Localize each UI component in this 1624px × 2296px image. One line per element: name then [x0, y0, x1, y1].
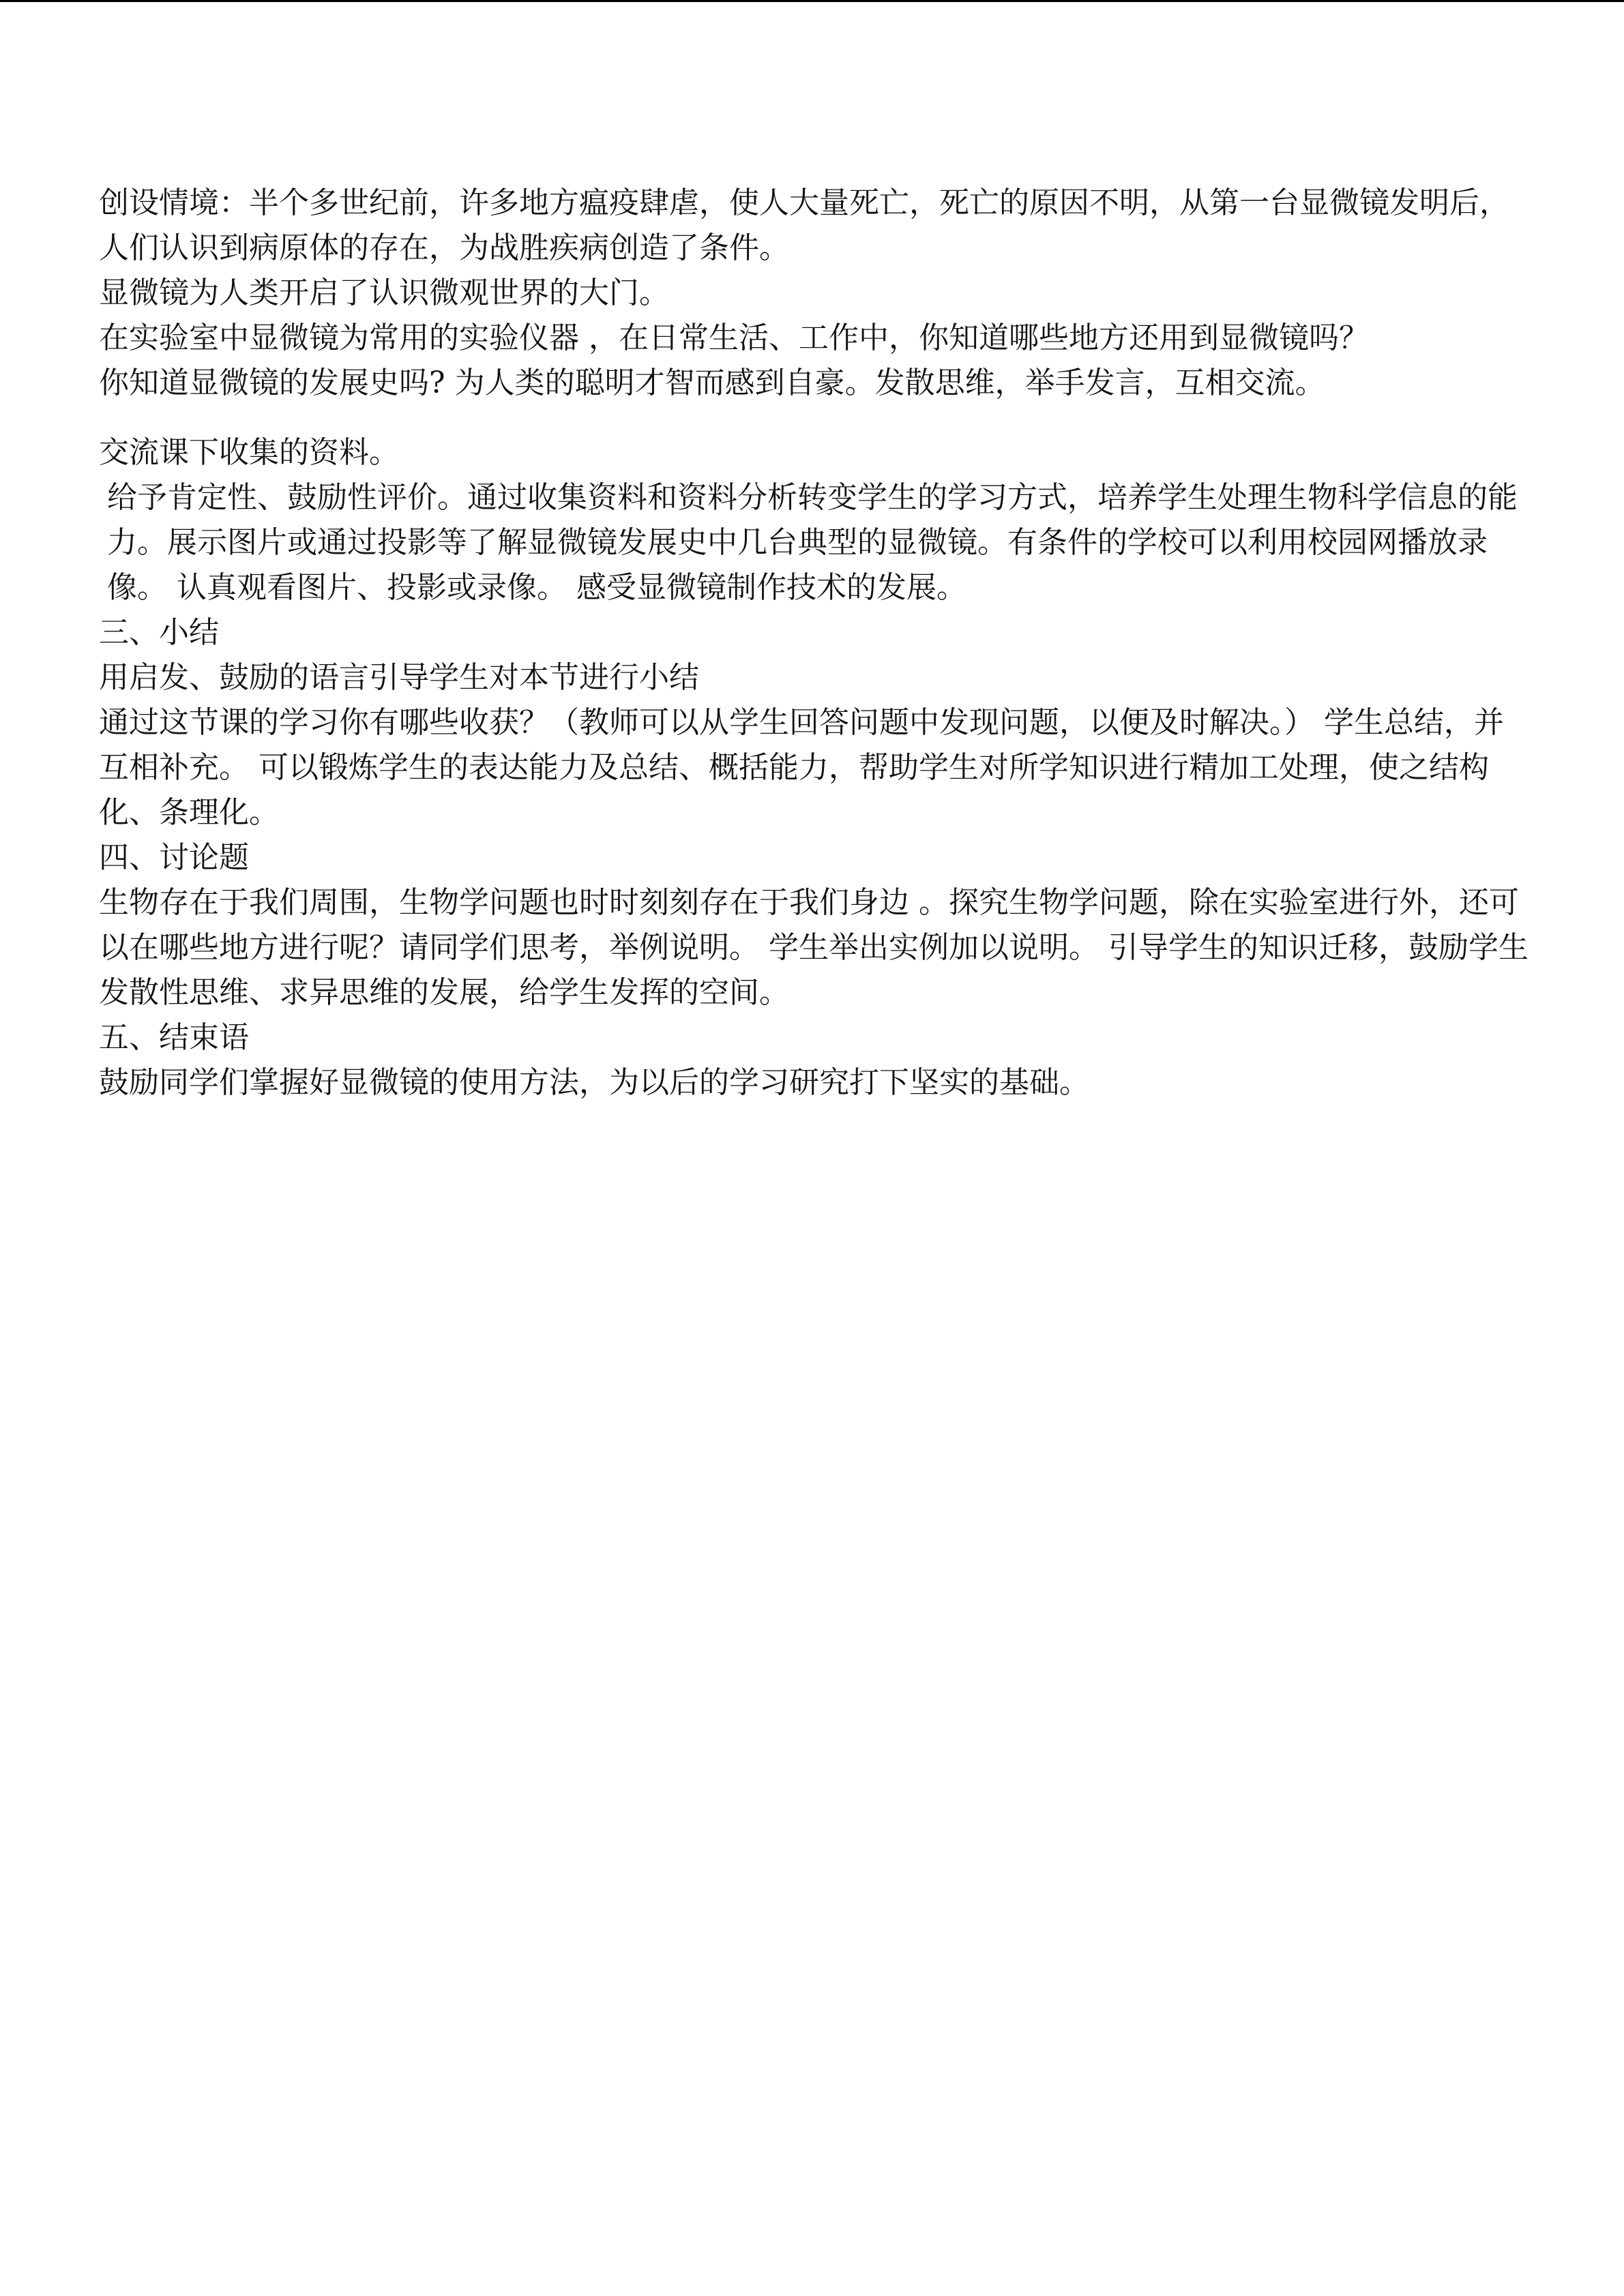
- paragraph-evaluation: 给予肯定性、鼓励性评价。通过收集资料和资料分析转变学生的学习方式，培养学生处理生物科学信息的能力。展示图片或通过投影等了解显微镜发展史中几台典型的显微镜。有条件的学校可以利用校园网播放录像。 认真观看图片、投影或录像。 感受显微镜制作技术的发展。: [107, 480, 1518, 605]
- section-heading-closing: 五、结束语: [99, 1020, 249, 1055]
- section-heading-summary: 三、小结: [99, 615, 219, 650]
- paragraph-closing: 鼓励同学们掌握好显微镜的使用方法，为以后的学习研究打下坚实的基础。: [99, 1065, 1089, 1100]
- paragraph-exchange-materials: 交流课下收集的资料。: [99, 435, 399, 470]
- paragraph-discussion: 生物存在于我们周围，生物学问题也时时刻刻存在于我们身边 。探究生物学问题，除在实验室进行外，还可以在哪些地方进行呢？请同学们思考，举例说明。 学生举出实例加以说明。 引导学生的知识迁移，鼓励学生发散性思维、求异思维的发展，给学生发挥的空间。: [99, 885, 1529, 1010]
- document-body: [99, 181, 1531, 1105]
- paragraph-microscope-history-question: 你知道显微镜的发展史吗? 为人类的聪明才智而感到自豪。发散思维，举手发言，互相交流。: [99, 366, 1325, 400]
- paragraph-microscope-gateway: 显微镜为人类开启了认识微观世界的大门。: [99, 275, 669, 310]
- paragraph-summary-guide: 用启发、鼓励的语言引导学生对本节进行小结: [99, 660, 699, 695]
- section-heading-discussion: 四、讨论题: [99, 840, 249, 875]
- paragraph-intro-scenario: 创设情境：半个多世纪前，许多地方瘟疫肆虐，使人大量死亡，死亡的原因不明，从第一台显微镜发明后，人们认识到病原体的存在，为战胜疾病创造了条件。: [99, 185, 1509, 265]
- paragraph-summary-harvest: 通过这节课的学习你有哪些收获？（教师可以从学生回答问题中发现问题，以便及时解决。） 学生总结，并互相补充。 可以锻炼学生的表达能力及总结、概括能力，帮助学生对所学知识进行精加工处理，使之结构化、条理化。: [99, 705, 1504, 830]
- paragraph-microscope-uses-question: 在实验室中显微镜为常用的实验仪器 ，在日常生活、工作中，你知道哪些地方还用到显微镜吗？: [99, 320, 1369, 355]
